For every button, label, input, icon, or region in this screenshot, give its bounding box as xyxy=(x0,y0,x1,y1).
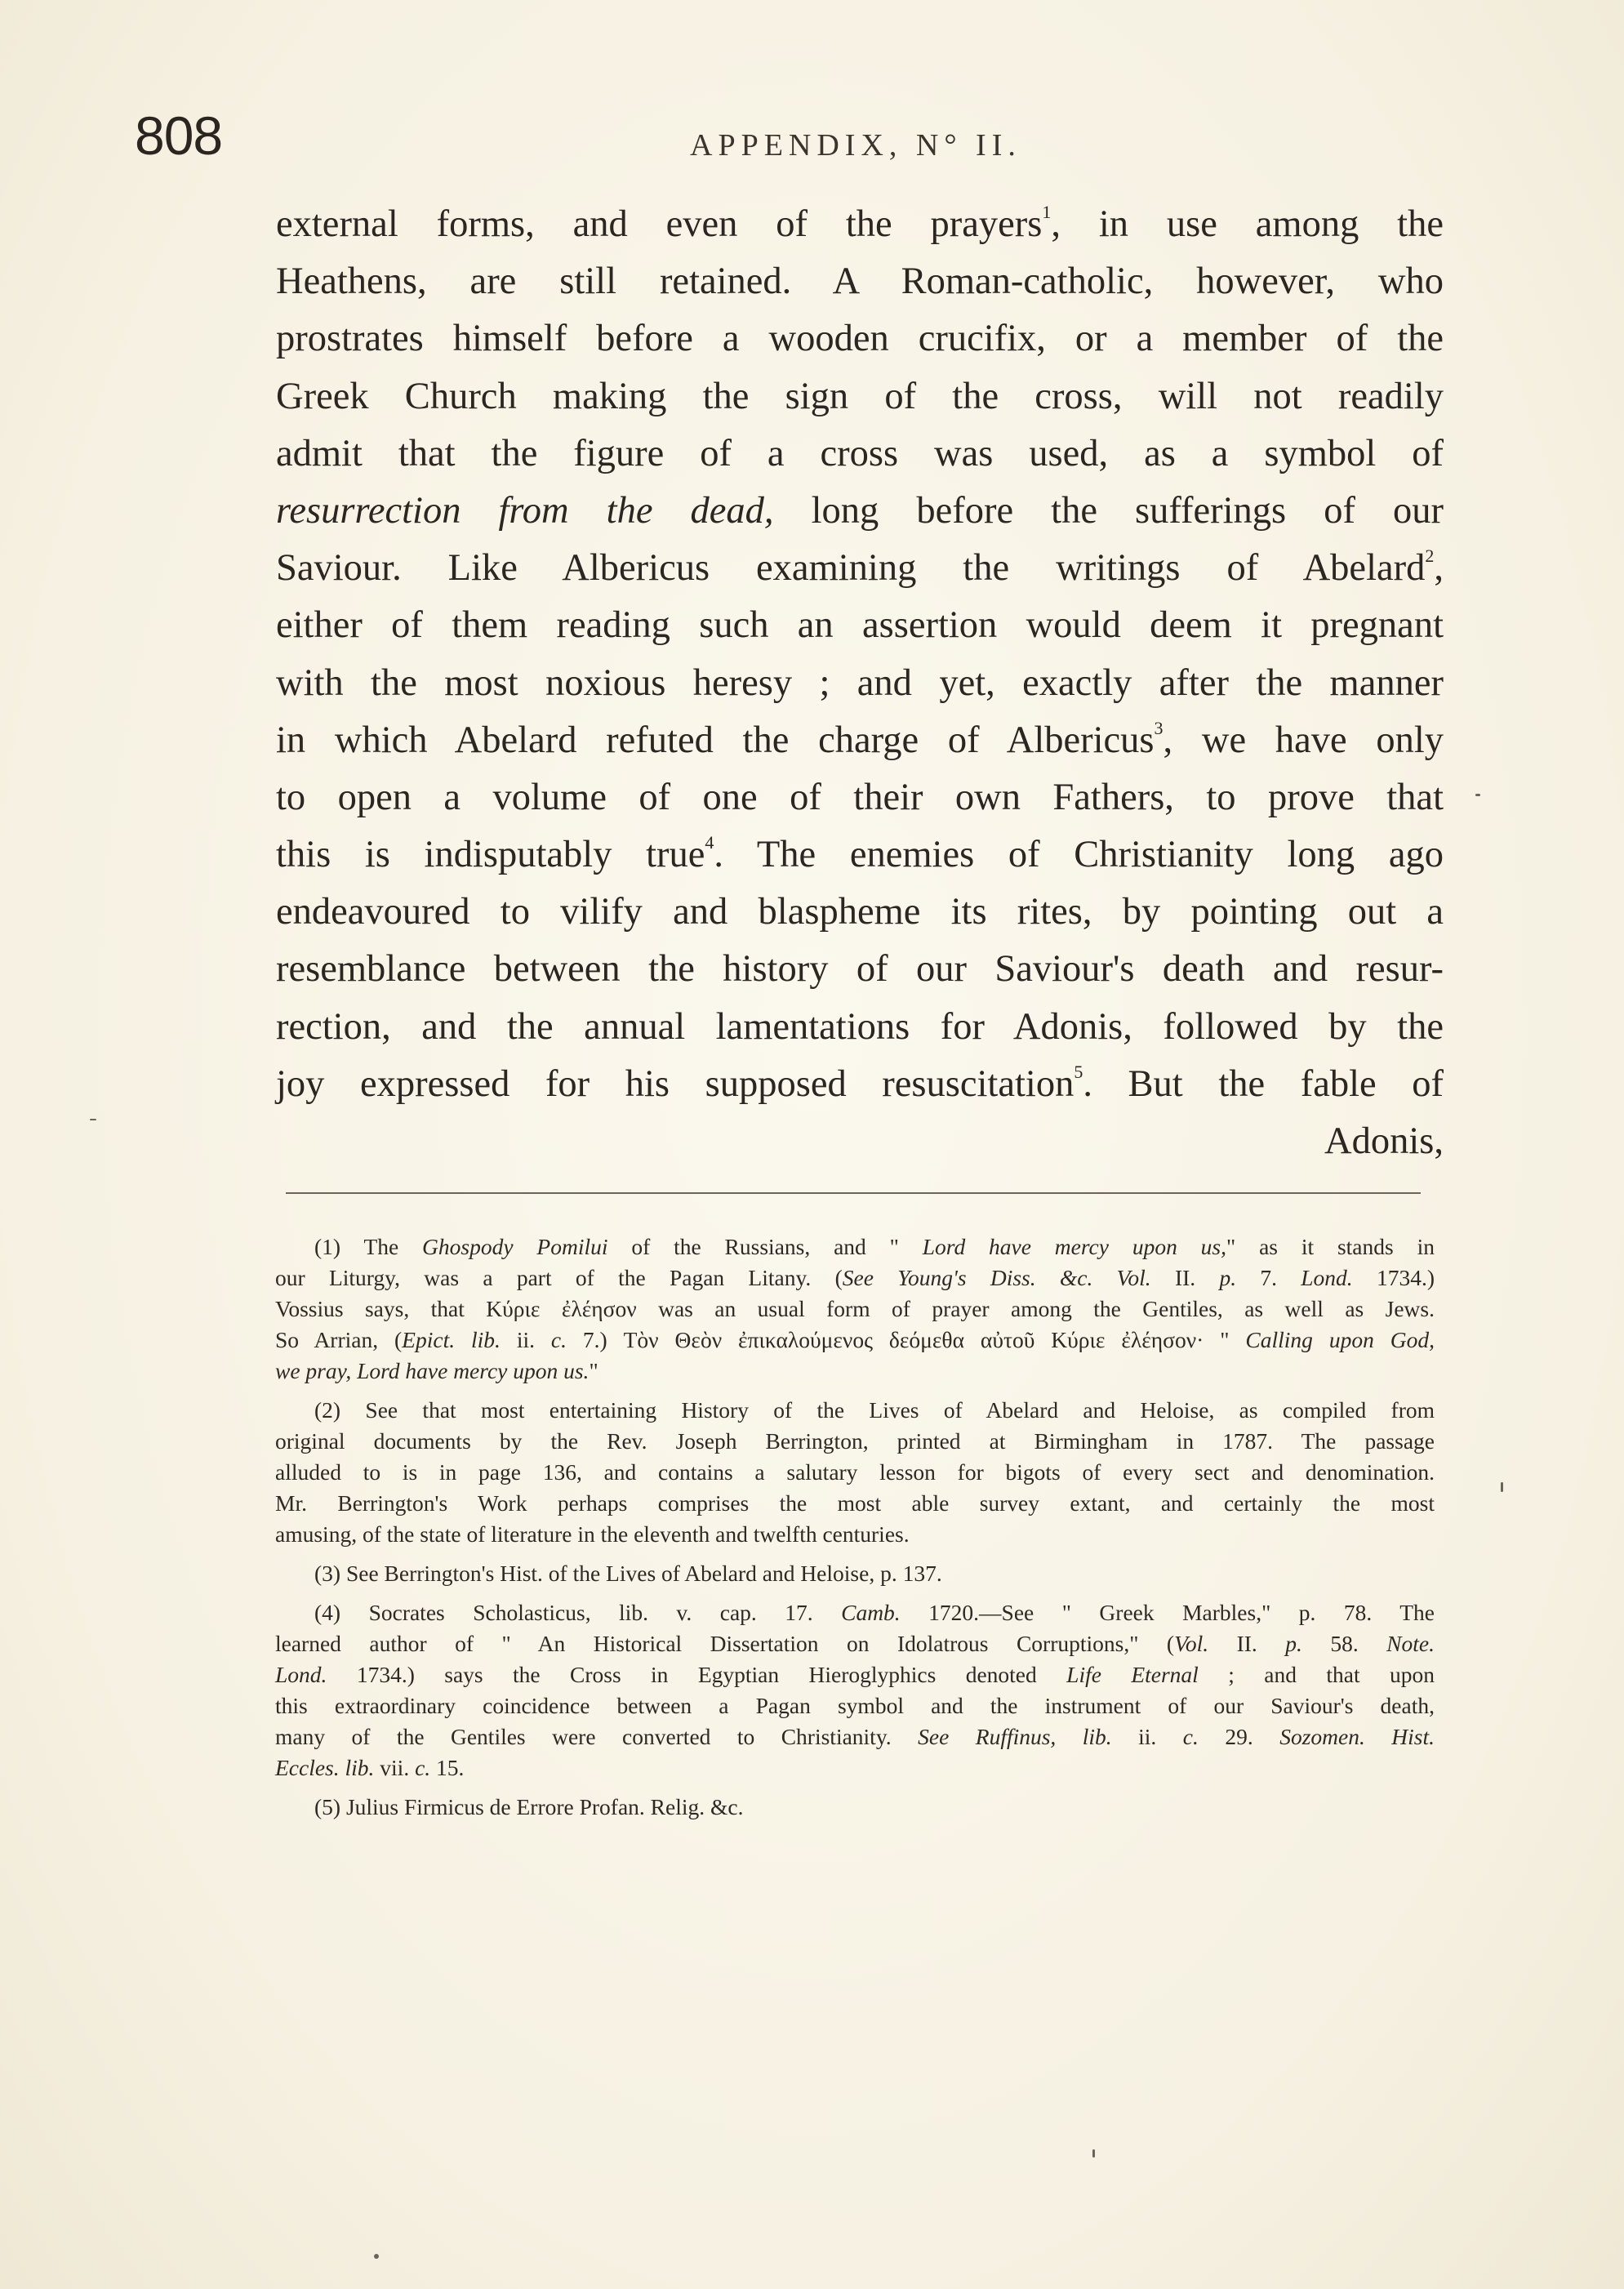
footnote-label: (4) xyxy=(314,1600,341,1625)
footnote-line: Mr. Berrington's Work perhaps comprises the most able survey extant, and certainly the most xyxy=(275,1490,1435,1516)
text-line: joy expressed for his supposed resuscitation$^5$. But the fable of xyxy=(276,1061,1444,1105)
text-line: resurrection from the dead, long before the sufferings of our xyxy=(276,489,1444,532)
footnote-2 xyxy=(275,1395,1435,1550)
text-line: either of them reading such an assertion would deem it pregnant xyxy=(276,604,1444,647)
text-line: resemblance between the history of our Saviour's death and resur- xyxy=(276,948,1444,991)
footnote-ref: 4 xyxy=(705,832,714,853)
text-line: to open a volume of one of their own Fathers, to prove that xyxy=(276,776,1444,818)
speck xyxy=(1475,794,1480,796)
footnotes xyxy=(275,1231,1435,1831)
footnote-line: (4) Socrates Scholasticus, lib. v. cap. 17. Camb. 1720.—See " Greek Marbles," p. 78. The xyxy=(314,1600,1435,1625)
footnote-ref: 3 xyxy=(1154,717,1163,738)
footnote-label: (2) xyxy=(314,1397,341,1423)
speck xyxy=(1092,2149,1095,2158)
text-line: endeavoured to vilify and blaspheme its rites, by pointing out a xyxy=(276,891,1444,933)
text-line: Heathens, are still retained. A Roman-catholic, however, who xyxy=(276,261,1444,303)
footnote-line: So Arrian, (Epict. lib. ii. c. 7.) Τὸν Θεὸν ἐπικαλούμενος δεόμεθα αὐτοῦ Κύριε ἐλέησον· " Calling upon God, xyxy=(275,1327,1435,1352)
footnote-line: alluded to is in page 136, and contains a salutary lesson for bigots of every sect and denomination. xyxy=(275,1459,1435,1485)
footnote-line: Vossius says, that Κύριε ἐλέησον was an usual form of prayer among the Gentiles, as well as Jews. xyxy=(275,1296,1435,1321)
footnote-5 xyxy=(275,1792,1435,1823)
footnote-3 xyxy=(275,1558,1435,1589)
main-text xyxy=(276,196,1444,1170)
footnote-label: (5) xyxy=(314,1794,341,1819)
speck xyxy=(90,1119,96,1120)
catchword: Adonis, xyxy=(1324,1120,1444,1162)
footnote-label: (1) xyxy=(314,1234,341,1259)
text-line: admit that the figure of a cross was used, as a symbol of xyxy=(276,432,1444,474)
footnote-line: Lond. 1734.) says the Cross in Egyptian Hieroglyphics denoted Life Eternal ; and that upon xyxy=(275,1662,1435,1687)
footnote-line: learned author of " An Historical Dissertation on Idolatrous Corruptions," (Vol. II. p. 58. Note. xyxy=(275,1631,1435,1656)
footnote-line: this extraordinary coincidence between a Pagan symbol and the instrument of our Saviour's death, xyxy=(275,1693,1435,1718)
footnote-label: (3) xyxy=(314,1561,341,1586)
text-line: this is indisputably true$^4$. The enemies of Christianity long ago xyxy=(276,832,1444,876)
page-number: 808 xyxy=(135,105,223,166)
footnote-4 xyxy=(275,1597,1435,1784)
text-line: prostrates himself before a wooden crucifix, or a member of the xyxy=(276,318,1444,360)
speck xyxy=(374,2254,379,2259)
text-line: in which Abelard refuted the charge of Albericus$^3$, we have only xyxy=(276,717,1444,761)
footnote-line: (2) See that most entertaining History of the Lives of Abelard and Heloise, as compiled from xyxy=(314,1397,1435,1423)
speck xyxy=(1501,1482,1503,1492)
footnote-line: many of the Gentiles were converted to Christianity. See Ruffinus, lib. ii. c. 29. Sozomen. Hist. xyxy=(275,1724,1435,1749)
footnote-ref: 5 xyxy=(1074,1061,1083,1082)
footnote-line: amusing, of the state of literature in the eleventh and twelfth centuries. xyxy=(275,1521,910,1547)
footnote-ref: 1 xyxy=(1042,202,1052,222)
footnote-line: we pray, Lord have mercy upon us." xyxy=(275,1358,598,1383)
running-head: APPENDIX, N° II. xyxy=(690,128,1021,163)
footnote-line: Eccles. lib. vii. c. 15. xyxy=(275,1755,465,1780)
footnote-line: original documents by the Rev. Joseph Berrington, printed at Birmingham in 1787. The passage xyxy=(275,1428,1435,1454)
text-line: rection, and the annual lamentations for Adonis, followed by the xyxy=(276,1005,1444,1048)
text-line: with the most noxious heresy ; and yet, exactly after the manner xyxy=(276,661,1444,704)
footnote-1 xyxy=(275,1231,1435,1387)
footnote-line: (5) Julius Firmicus de Errore Profan. Relig. &c. xyxy=(314,1794,744,1819)
text-line: Saviour. Like Albericus examining the writings of Abelard$^2$, xyxy=(276,546,1444,590)
footnote-ref: 2 xyxy=(1425,546,1435,567)
footnote-line: our Liturgy, was a part of the Pagan Litany. (See Young's Diss. &c. Vol. II. p. 7. Lond. 1734.) xyxy=(275,1265,1435,1290)
footnote-rule xyxy=(286,1192,1421,1194)
footnote-line: (3) See Berrington's Hist. of the Lives of Abelard and Heloise, p. 137. xyxy=(314,1561,942,1586)
text-line: external forms, and even of the prayers$^1$, in use among the xyxy=(276,202,1444,245)
text-line: Greek Church making the sign of the cross, will not readily xyxy=(276,375,1444,417)
footnote-line: (1) The Ghospody Pomilui of the Russians, and " Lord have mercy upon us," as it stands in xyxy=(314,1234,1435,1259)
